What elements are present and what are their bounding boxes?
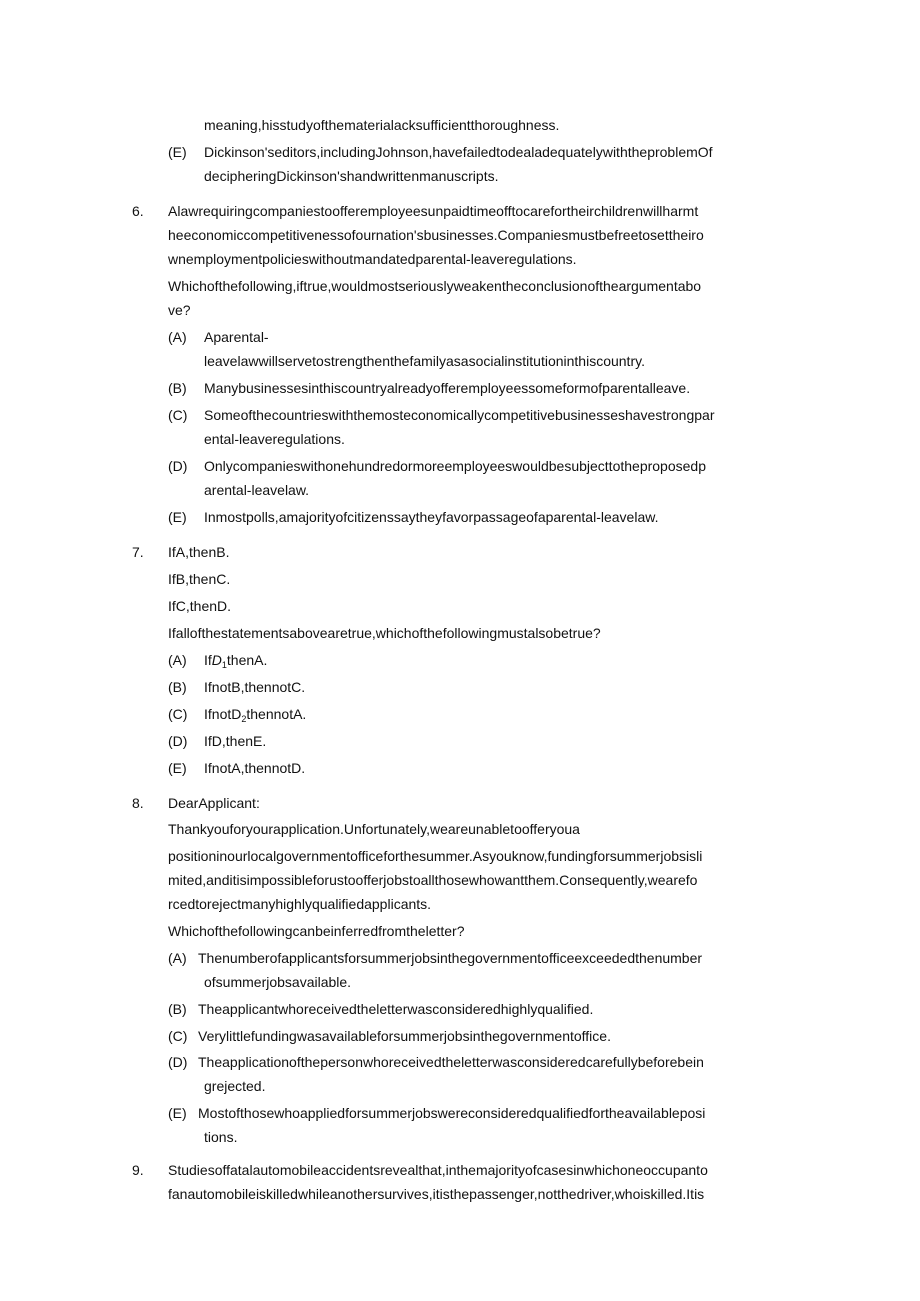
option-text (204, 650, 267, 672)
option-text: IfnotB,thennotC. (204, 679, 306, 695)
question-prompt: Ifallofthestatementsabovearetrue,whichofthefollowingmustalsobetrue? (168, 625, 601, 641)
option-label: (E) (168, 760, 187, 776)
option-text-part: thennotA. (246, 706, 307, 722)
option-text: grejected. (204, 1078, 266, 1094)
question-number: 7. (132, 544, 144, 560)
option-label: (D) (168, 458, 188, 474)
option-label: (E) (168, 509, 187, 525)
option-text-var: D (211, 652, 222, 668)
question-prompt: Whichofthefollowing,iftrue,wouldmostseriouslyweakentheconclusionoftheargumentabo (168, 278, 702, 294)
question-stem: IfC,thenD. (168, 598, 232, 614)
question-number: 6. (132, 203, 144, 219)
question-number: 8. (132, 795, 144, 811)
option-label: (D) (168, 1054, 188, 1070)
option-subscript: 1 (221, 660, 227, 670)
option-text: leavelawwillservetostrengthenthefamilyasasocialinstitutioninthiscountry. (204, 353, 645, 369)
option-label: (C) (168, 1028, 188, 1044)
question-prompt: Whichofthefollowingcanbeinferredfromtheletter? (168, 923, 465, 939)
option-subscript: 2 (241, 714, 247, 724)
option-text-part: thenA. (226, 652, 268, 668)
question-number: 9. (132, 1162, 144, 1178)
option-text-part: If (204, 652, 212, 668)
option-text: Mostofthosewhoappliedforsummerjobswereconsideredqualifiedfortheavailableposi (198, 1105, 706, 1121)
question-stem: wnemploymentpolicieswithoutmandatedparental-leaveregulations. (168, 251, 577, 267)
letter-text: rcedtorejectmanyhighlyqualifiedapplicants. (168, 896, 432, 912)
option-text: IfD,thenE. (204, 733, 267, 749)
question-stem: heeconomiccompetitivenessofournation'sbusinesses.Companiesmustbefreetosettheiro (168, 227, 704, 243)
letter-text: Thankyouforyourapplication.Unfortunately,weareunabletoofferyoua (168, 821, 580, 837)
option-label: (B) (168, 380, 187, 396)
letter-text: mited,anditisimpossibleforustoofferjobstoallthosewhowantthem.Consequently,wearefo (168, 872, 698, 888)
question-stem: IfA,thenB. (168, 544, 230, 560)
option-label: (E) (168, 1105, 187, 1121)
option-label: (C) (168, 706, 188, 722)
option-text: Aparental- (204, 329, 269, 345)
option-text: ental-leaveregulations. (204, 431, 345, 447)
prev-question-continuation: meaning,hisstudyofthematerialacksufficientthoroughness. (204, 117, 560, 133)
option-text-part: IfnotD (204, 706, 242, 722)
option-label: (B) (168, 1001, 187, 1017)
letter-salutation: DearApplicant: (168, 795, 260, 811)
option-text: Dickinson'seditors,includingJohnson,havefailedtodealadequatelywiththeproblemOf (204, 144, 713, 160)
letter-text: positioninourlocalgovernmentofficeforthesummer.Asyouknow,fundingforsummerjobsisli (168, 848, 703, 864)
option-text: ofsummerjobsavailable. (204, 974, 352, 990)
option-text: Inmostpolls,amajorityofcitizenssaytheyfavorpassageofaparental-leavelaw. (204, 509, 659, 525)
option-text (204, 704, 306, 726)
question-stem: Studiesoffatalautomobileaccidentsrevealthat,inthemajorityofcasesinwhichoneoccupanto (168, 1162, 708, 1178)
option-label: (D) (168, 733, 188, 749)
option-label: (E) (168, 144, 187, 160)
option-text: Someofthecountrieswiththemosteconomicallycompetitivebusinesseshavestrongpar (204, 407, 715, 423)
question-prompt: ve? (168, 302, 191, 318)
option-text: Theapplicantwhoreceivedtheletterwasconsideredhighlyqualified. (198, 1001, 594, 1017)
option-text: Thenumberofapplicantsforsummerjobsinthegovernmentofficeexceededthenumber (198, 950, 703, 966)
option-label: (A) (168, 652, 187, 668)
option-text: arental-leavelaw. (204, 482, 310, 498)
option-label: (A) (168, 329, 187, 345)
option-label: (B) (168, 679, 187, 695)
option-text: tions. (204, 1129, 238, 1145)
option-text: IfnotA,thennotD. (204, 760, 306, 776)
option-text: decipheringDickinson'shandwrittenmanuscripts. (204, 168, 499, 184)
option-text: Onlycompanieswithonehundredormoreemployeeswouldbesubjecttotheproposedp (204, 458, 706, 474)
question-stem: fanautomobileiskilledwhileanothersurvives,itisthepassenger,notthedriver,whoiskilled.Itis (168, 1186, 705, 1202)
question-stem: Alawrequiringcompaniestoofferemployeesunpaidtimeofftocarefortheirchildrenwillharmt (168, 203, 699, 219)
question-stem: IfB,thenC. (168, 571, 231, 587)
option-text: Manybusinessesinthiscountryalreadyofferemployeessomeformofparentalleave. (204, 380, 691, 396)
option-text: Theapplicationofthepersonwhoreceivedtheletterwasconsideredcarefullybeforebein (198, 1054, 704, 1070)
option-label: (A) (168, 950, 187, 966)
option-text: Verylittlefundingwasavailableforsummerjobsinthegovernmentoffice. (198, 1028, 611, 1044)
option-label: (C) (168, 407, 188, 423)
